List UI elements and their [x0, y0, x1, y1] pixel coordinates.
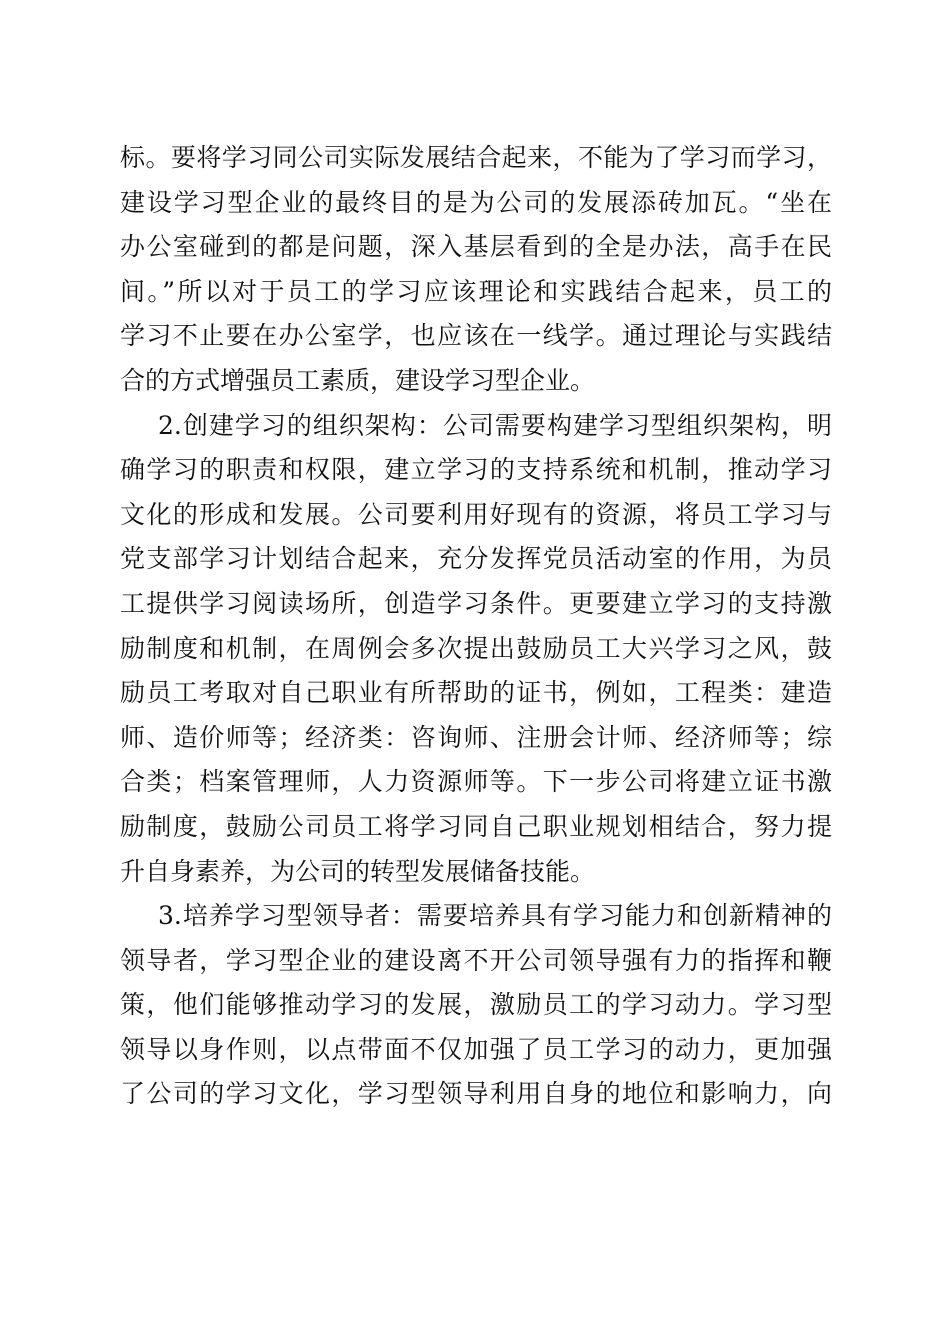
- document-body: [120, 136, 832, 1117]
- text-line: 合类；档案管理师，人力资源师等。下一步公司将建立证书激: [120, 767, 832, 797]
- text-line: 了公司的学习文化，学习型领导利用自身的地位和影响力，向: [120, 1079, 832, 1109]
- text-line: 确学习的职责和权限，建立学习的支持系统和机制，推动学习: [120, 455, 832, 485]
- text-line: 建设学习型企业的最终目的是为公司的发展添砖加瓦。“坐在: [120, 187, 832, 217]
- text-line: 3.培养学习型领导者：需要培养具有学习能力和创新精神的: [158, 901, 832, 931]
- text-line: 领导以身作则，以点带面不仅加强了员工学习的动力，更加强: [120, 1034, 832, 1064]
- text-line: 间。”所以对于员工的学习应该理论和实践结合起来，员工的: [120, 276, 832, 306]
- text-line: 党支部学习计划结合起来，充分发挥党员活动室的作用，为员: [120, 544, 832, 574]
- text-line: 2.创建学习的组织架构：公司需要构建学习型组织架构，明: [158, 410, 832, 440]
- text-line: 策，他们能够推动学习的发展，激励员工的学习动力。学习型: [120, 990, 832, 1020]
- text-line: 文化的形成和发展。公司要利用好现有的资源，将员工学习与: [120, 499, 832, 529]
- text-line: 领导者，学习型企业的建设离不开公司领导强有力的指挥和鞭: [120, 945, 832, 975]
- text-line: 合的方式增强员工素质，建设学习型企业。: [120, 365, 596, 395]
- text-line: 工提供学习阅读场所，创造学习条件。更要建立学习的支持激: [120, 588, 832, 618]
- text-line: 升自身素养，为公司的转型发展储备技能。: [120, 856, 596, 886]
- text-line: 标。要将学习同公司实际发展结合起来，不能为了学习而学习，: [120, 143, 832, 172]
- text-line: 励制度和机制，在周例会多次提出鼓励员工大兴学习之风，鼓: [120, 633, 832, 663]
- text-line: 励员工考取对自己职业有所帮助的证书，例如，工程类：建造: [120, 678, 832, 708]
- text-line: 学习不止要在办公室学，也应该在一线学。通过理论与实践结: [120, 321, 832, 351]
- text-line: 师、造价师等；经济类：咨询师、注册会计师、经济师等；综: [120, 722, 832, 752]
- text-line: 励制度，鼓励公司员工将学习同自己职业规划相结合，努力提: [120, 811, 832, 841]
- text-line: 办公室碰到的都是问题，深入基层看到的全是办法，高手在民: [120, 232, 832, 262]
